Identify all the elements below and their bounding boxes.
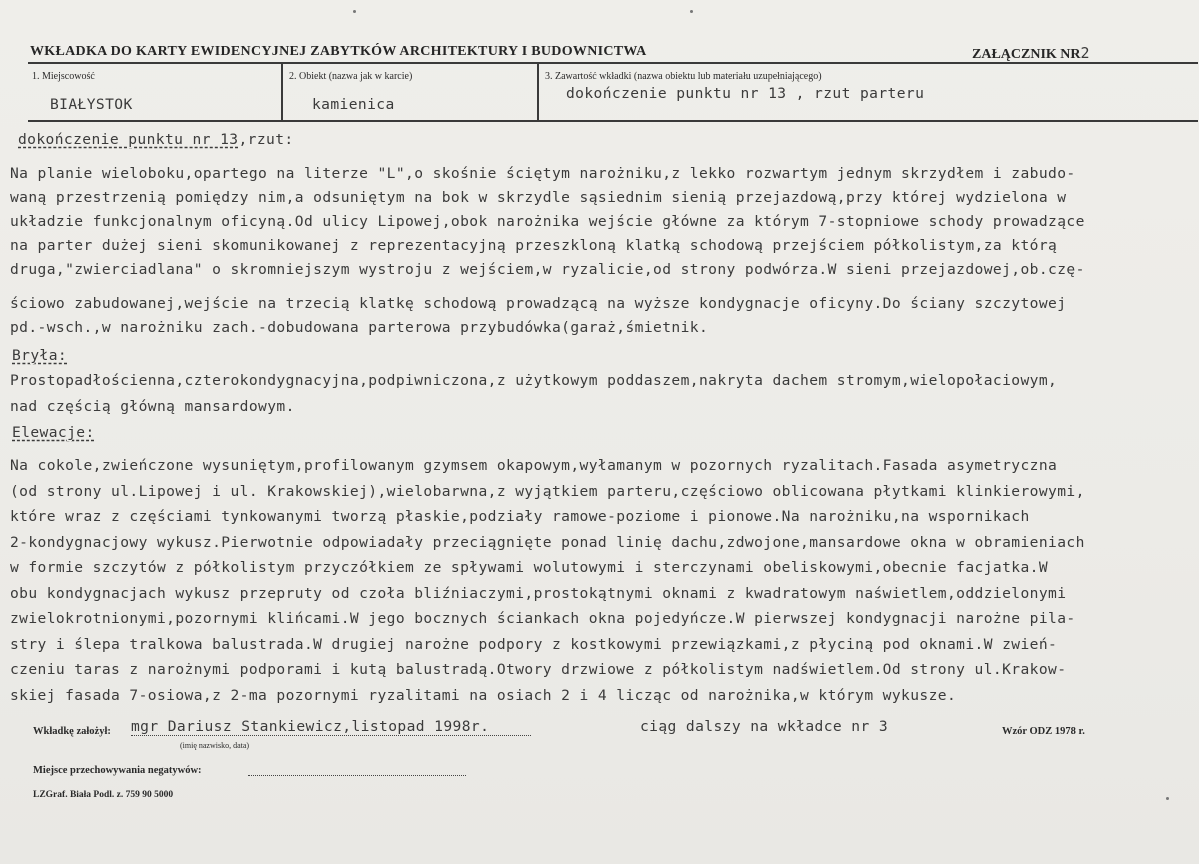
punch-mark <box>690 10 693 13</box>
continuation-note: ciąg dalszy na wkładce nr 3 <box>640 718 889 735</box>
header-rule-top <box>28 62 1198 64</box>
content-label: 3. Zawartość wkładki (nazwa obiektu lub materiału uzupełniającego) <box>545 71 822 82</box>
punch-mark <box>353 10 356 13</box>
plan-line: układzie funkcjonalnym oficyną.Od ulicy Lipowej,obok narożnika wejście główne za którym 7-stopniowe schody prowadzące <box>10 213 1085 230</box>
negatives-dotted-line <box>248 775 466 776</box>
content-value: dokończenie punktu nr 13 , rzut parteru <box>566 85 925 102</box>
field-divider <box>537 62 539 120</box>
elevation-line: w formie szczytów z półkolistym przyczółkiem ze spływami wolutowymi i sterczynami obeliskowymi,obecnie facjatka.W <box>10 559 1049 576</box>
plan-line: Na planie wieloboku,opartego na literze "L",o skośnie ściętym narożniku,z lekko rozwartym jednym skrzydłem i zabudo- <box>10 165 1076 182</box>
massing-line: nad częścią główną mansardowym. <box>10 398 295 415</box>
form-model: Wzór ODZ 1978 r. <box>1002 726 1085 737</box>
negatives-label: Miejsce przechowywania negatywów: <box>33 765 202 776</box>
field-divider <box>281 62 283 120</box>
plan-line: waną przestrzenią pomiędzy nim,a odsuniętym na bok w skrzydle sąsiednim sienią przejazdową,przy której wydzielona w <box>10 189 1067 206</box>
section-heading-elevations: Elewacje: <box>12 424 95 441</box>
elevation-line: stry i ślepa tralkowa balustrada.W drugiej narożne podpory z kostkowymi przewiązkami,z płyciną pod oknami.W zwień- <box>10 636 1058 653</box>
location-label: 1. Miejscowość <box>32 71 95 82</box>
section-heading-massing: Bryła: <box>12 347 68 364</box>
author-value: mgr Dariusz Stankiewicz,listopad 1998r. <box>131 718 490 735</box>
elevation-line: które wraz z częściami tynkowanymi tworzą płaskie,podziały ramowe-poziome i pionowe.Na narożniku,na wspornikach <box>10 508 1030 525</box>
plan-line: ściowo zabudowanej,wejście na trzecią klatkę schodową prowadzącą na wyższe kondygnacje oficyny.Do ściany szczytowej <box>10 295 1067 312</box>
plan-line: pd.-wsch.,w narożniku zach.-dobudowana parterowa przybudówka(garaż,śmietnik. <box>10 319 709 336</box>
plan-line: na parter dużej sieni skomunikowanej z reprezentacyjną przeszkloną klatką schodową przejściem półkolistym,za którą <box>10 237 1058 254</box>
author-hint: (imię nazwisko, data) <box>180 741 250 750</box>
elevation-line: Na cokole,zwieńczone wysuniętym,profilowanym gzymsem okapowym,wyłamanym w pozornych ryzalitach.Fasada asymetryczna <box>10 457 1058 474</box>
annex-number: 2 <box>1080 44 1090 62</box>
section-title-plan <box>18 131 294 148</box>
form-title: WKŁADKA DO KARTY EWIDENCYJNEJ ZABYTKÓW ARCHITEKTURY I BUDOWNICTWA <box>30 44 647 59</box>
annex-label <box>972 44 1090 63</box>
elevation-line: (od strony ul.Lipowej i ul. Krakowskiej),wielobarwna,z wyjątkiem parteru,częściowo oblicowana płytkami klinkierowymi, <box>10 483 1085 500</box>
annex-label-text: ZAŁĄCZNIK NR <box>972 47 1081 62</box>
elevation-line: 2-kondygnacjowy wykusz.Pierwotnie odpowiadały przeciągnięte ponad linię dachu,zdwojone,mansardowe okna w obramieniach <box>10 534 1085 551</box>
elevation-line: zwielokrotnionymi,pozornymi klińcami.W jego bocznych ściankach okna pojedyńcze.W pierwszej kondygnacji narożne pila- <box>10 610 1076 627</box>
object-label: 2. Obiekt (nazwa jak w karcie) <box>289 71 413 82</box>
elevation-line: czeniu taras z narożnymi podporami i kutą balustradą.Otwory drzwiowe z półkolistym nadświetlem.Od strony ul.Krakow- <box>10 661 1067 678</box>
object-value: kamienica <box>312 96 395 113</box>
massing-line: Prostopadłościenna,czterokondygnacyjna,podpiwniczona,z użytkowym poddaszem,nakryta dachem stromym,wielopołaciowym, <box>10 372 1058 389</box>
location-value: BIAŁYSTOK <box>50 96 133 113</box>
header-rule-bottom <box>28 120 1198 122</box>
elevation-line: skiej fasada 7-osiowa,z 2-ma pozornymi ryzalitami na osiach 2 i 4 licząc od narożnika,w którym wykusze. <box>10 687 957 704</box>
elevation-line: obu kondygnacjach wykusz przepruty od czoła bliźniaczymi,prostokątnymi oknami z kwadratowym naświetlem,oddzielonymi <box>10 585 1067 602</box>
section-heading-plan: dokończenie punktu nr 13 <box>18 131 239 148</box>
section-heading-suffix: ,rzut: <box>238 131 294 148</box>
printer-info: LZGraf. Biała Podl. z. 759 90 5000 <box>33 790 174 800</box>
punch-mark <box>1166 797 1169 800</box>
author-dotted-line <box>131 735 531 736</box>
plan-line: druga,"zwierciadlana" o skromniejszym wystroju z wejściem,w ryzalicie,od strony podwórza.W sieni przejazdowej,ob.czę- <box>10 261 1085 278</box>
author-label: Wkładkę założył: <box>33 726 111 737</box>
